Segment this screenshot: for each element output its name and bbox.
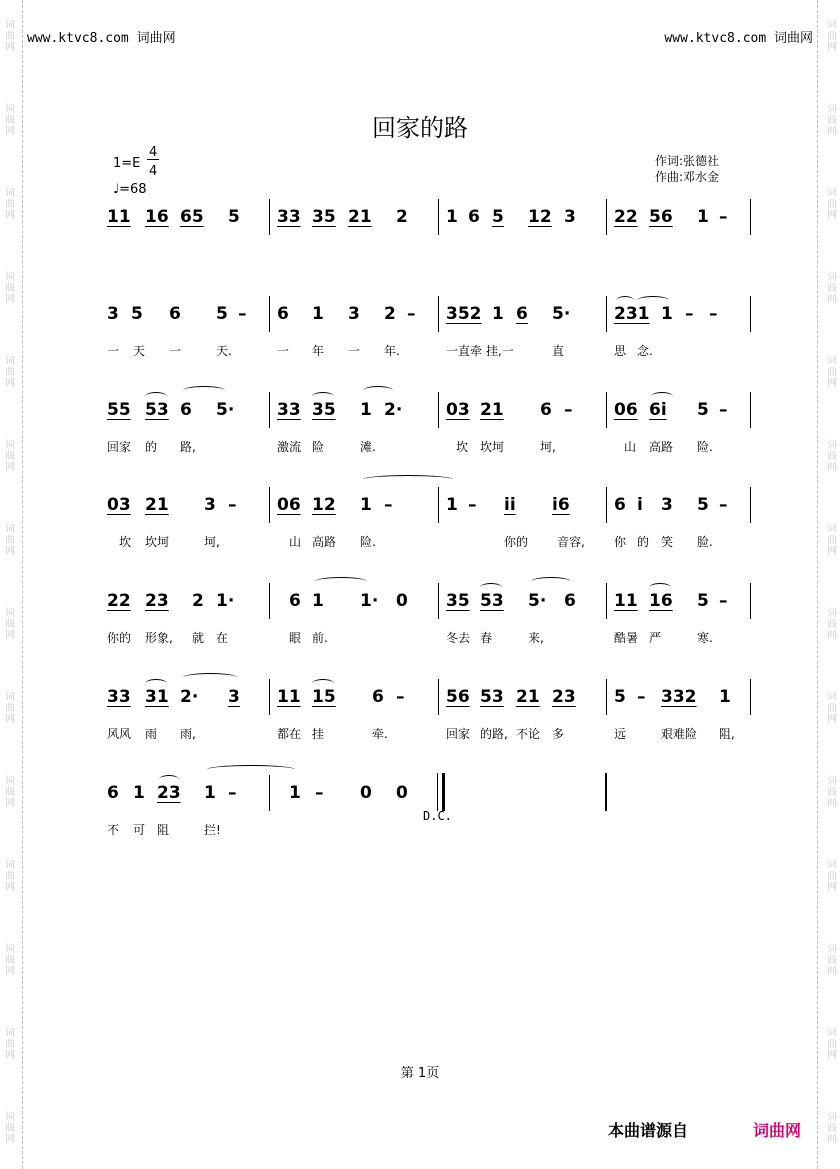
- note: i6: [552, 495, 570, 515]
- lyric: 不论: [516, 727, 541, 741]
- key-signature: 1=E: [113, 156, 141, 171]
- note: 1: [360, 400, 372, 420]
- lyric: 坎: [456, 440, 469, 454]
- note: 5: [228, 207, 240, 227]
- watermark-text: 词 曲 网: [827, 272, 837, 305]
- watermark-text: 词 曲 网: [5, 188, 15, 221]
- lyric: 念.: [637, 344, 653, 358]
- lyric: 险: [312, 440, 325, 454]
- note: 5·: [528, 591, 547, 611]
- note: –: [719, 495, 728, 515]
- note: 5: [492, 207, 504, 227]
- watermark-text: 词 曲 网: [827, 356, 837, 389]
- lyric: 滩.: [360, 440, 376, 454]
- note: 2·: [180, 687, 199, 707]
- barline: [750, 199, 751, 235]
- slur: [363, 386, 393, 395]
- lyric: 前.: [312, 631, 328, 645]
- barline: [269, 775, 270, 811]
- note: 33: [277, 400, 301, 420]
- lyric: 思: [614, 344, 627, 358]
- note: 5: [131, 304, 143, 324]
- barline: [750, 296, 751, 332]
- lyric: 严: [649, 631, 662, 645]
- note: 11: [107, 207, 131, 227]
- note: 21: [516, 687, 540, 707]
- lyricist-credit: 作词:张德社: [655, 154, 720, 168]
- slur: [145, 679, 167, 688]
- note: 5: [697, 400, 709, 420]
- lyric: 多: [552, 727, 565, 741]
- note: 1: [697, 207, 709, 227]
- lyric: 年.: [384, 344, 400, 358]
- note: 53: [480, 591, 504, 611]
- lyric: 牵.: [372, 727, 388, 741]
- barline: [269, 199, 270, 235]
- lyric: 形象,: [145, 631, 173, 645]
- lyric: 天.: [216, 344, 232, 358]
- lyric: 高路: [312, 535, 337, 549]
- note: –: [709, 304, 718, 324]
- header-site-left[interactable]: www.ktvc8.com 词曲网: [27, 31, 176, 46]
- barline: [750, 583, 751, 619]
- left-margin-strip: [0, 0, 23, 1169]
- note: 35: [446, 591, 470, 611]
- lyric: 山: [289, 535, 302, 549]
- note: –: [719, 400, 728, 420]
- lyric: 坷,: [204, 535, 220, 549]
- note: 35: [312, 400, 336, 420]
- barline: [438, 583, 439, 619]
- watermark-text: 词 曲 网: [827, 776, 837, 809]
- composer-credit: 作曲:邓水金: [655, 170, 720, 184]
- note: 0: [396, 783, 408, 803]
- note: 21: [348, 207, 372, 227]
- lyric: 坷,: [540, 440, 556, 454]
- barline: [269, 679, 270, 715]
- da-capo-mark: D.C.: [423, 809, 452, 823]
- note: 6: [614, 495, 626, 515]
- note: 5: [216, 304, 228, 324]
- note: 6: [107, 783, 119, 803]
- lyric: 激流: [277, 440, 302, 454]
- note: 21: [145, 495, 169, 515]
- slur: [616, 296, 634, 305]
- note: 55: [107, 400, 131, 420]
- lyric: 艰难险: [661, 727, 698, 741]
- note: 5·: [216, 400, 235, 420]
- note: 3: [564, 207, 576, 227]
- lyric: 一: [169, 344, 182, 358]
- note: 56: [649, 207, 673, 227]
- lyric: 险.: [360, 535, 376, 549]
- note: –: [384, 495, 393, 515]
- time-signature-line: [147, 159, 159, 160]
- barline: [269, 583, 270, 619]
- lyric: 一直牵: [446, 344, 483, 358]
- lyric: 阻,: [719, 727, 735, 741]
- lyric: 路,: [180, 440, 196, 454]
- lyric: 的路,: [480, 727, 508, 741]
- note: 21: [480, 400, 504, 420]
- note: 11: [277, 687, 301, 707]
- note: –: [637, 687, 646, 707]
- note: 332: [661, 687, 697, 707]
- right-margin-strip: [817, 0, 840, 1169]
- lyric: 酷暑: [614, 631, 639, 645]
- lyric: 拦!: [204, 823, 221, 837]
- tempo-marking: ♩=68: [113, 182, 147, 197]
- barline: [269, 392, 270, 428]
- barline: [269, 487, 270, 523]
- watermark-text: 词 曲 网: [827, 1028, 837, 1061]
- note: 6: [468, 207, 480, 227]
- note: 12: [528, 207, 552, 227]
- note: 2: [396, 207, 408, 227]
- lyric: 可: [133, 823, 146, 837]
- page-number: 第 1页: [400, 1066, 440, 1081]
- note: 2·: [384, 400, 403, 420]
- lyric: 直: [552, 344, 565, 358]
- note: 5: [697, 495, 709, 515]
- lyric: 回家: [446, 727, 471, 741]
- note: 23: [552, 687, 576, 707]
- note: 1·: [216, 591, 235, 611]
- note: 3: [228, 687, 240, 707]
- note: i: [637, 495, 643, 515]
- note: 3: [348, 304, 360, 324]
- watermark-text: 词 曲 网: [827, 944, 837, 977]
- slur: [312, 679, 334, 688]
- watermark-text: 词 曲 网: [5, 524, 15, 557]
- lyric: 挂: [312, 727, 325, 741]
- note: 06: [277, 495, 301, 515]
- lyric: 天: [133, 344, 146, 358]
- note: 1: [289, 783, 301, 803]
- note: 15: [312, 687, 336, 707]
- lyric: 阻: [157, 823, 170, 837]
- lyric: 风风: [107, 727, 132, 741]
- lyric: 的: [145, 440, 158, 454]
- watermark-text: 词 曲 网: [827, 104, 837, 137]
- note: –: [719, 591, 728, 611]
- watermark-text: 词 曲 网: [5, 20, 15, 53]
- note: –: [719, 207, 728, 227]
- barline: [606, 583, 607, 619]
- watermark-text: 词 曲 网: [827, 440, 837, 473]
- note: 11: [614, 591, 638, 611]
- lyric: 寒.: [697, 631, 713, 645]
- lyric: 都在: [277, 727, 302, 741]
- watermark-text: 词 曲 网: [827, 860, 837, 893]
- watermark-text: 词 曲 网: [5, 356, 15, 389]
- note: –: [396, 687, 405, 707]
- note: 12: [312, 495, 336, 515]
- lyric: 脸.: [697, 535, 713, 549]
- barline: [750, 679, 751, 715]
- note: 06: [614, 400, 638, 420]
- note: 53: [145, 400, 169, 420]
- lyric: 坎坷: [480, 440, 505, 454]
- watermark-text: 词 曲 网: [5, 272, 15, 305]
- lyric: 山: [624, 440, 637, 454]
- watermark-text: 词 曲 网: [5, 440, 15, 473]
- note: 6: [372, 687, 384, 707]
- note: 22: [614, 207, 638, 227]
- slur: [183, 673, 237, 682]
- note: 1: [133, 783, 145, 803]
- watermark-text: 词 曲 网: [827, 524, 837, 557]
- note: 1: [446, 495, 458, 515]
- barline: [750, 392, 751, 428]
- watermark-text: 词 曲 网: [827, 608, 837, 641]
- note: –: [228, 783, 237, 803]
- source-label: 本曲谱源自: [608, 1121, 689, 1140]
- note: 35: [312, 207, 336, 227]
- note: 65: [180, 207, 204, 227]
- lyric: 远: [614, 727, 627, 741]
- note: –: [407, 304, 416, 324]
- note: 33: [277, 207, 301, 227]
- note: 03: [107, 495, 131, 515]
- note: 6: [540, 400, 552, 420]
- watermark-text: 词 曲 网: [5, 1112, 15, 1145]
- note: 03: [446, 400, 470, 420]
- barline: [438, 296, 439, 332]
- watermark-text: 词 曲 网: [5, 944, 15, 977]
- lyric: 险.: [697, 440, 713, 454]
- lyric: 的: [637, 535, 650, 549]
- slur: [651, 392, 673, 401]
- lyric: 你的: [504, 535, 529, 549]
- slur: [315, 577, 367, 586]
- note: 56: [446, 687, 470, 707]
- note: 6: [169, 304, 181, 324]
- watermark-text: 词 曲 网: [5, 860, 15, 893]
- note: 5·: [552, 304, 571, 324]
- barline: [606, 392, 607, 428]
- lyric: 不: [107, 823, 120, 837]
- note: 2: [384, 304, 396, 324]
- note: 231: [614, 304, 650, 324]
- slur: [183, 386, 225, 395]
- barline: [606, 199, 607, 235]
- note: –: [228, 495, 237, 515]
- note: 1: [661, 304, 673, 324]
- lyric: 坎: [119, 535, 132, 549]
- time-signature-top: 4: [149, 145, 158, 160]
- watermark-text: 词 曲 网: [5, 104, 15, 137]
- slur: [159, 775, 179, 784]
- note: 3: [661, 495, 673, 515]
- lyric: 笑: [661, 535, 674, 549]
- note: 33: [107, 687, 131, 707]
- note: 6: [516, 304, 528, 324]
- note: 6: [564, 591, 576, 611]
- watermark-text: 词 曲 网: [827, 1112, 837, 1145]
- lyric: 在: [216, 631, 229, 645]
- source-site-link[interactable]: 词曲网: [753, 1121, 802, 1140]
- note: 23: [145, 591, 169, 611]
- note: 1: [312, 304, 324, 324]
- lyric: 春: [480, 631, 493, 645]
- lyric: 坎坷: [145, 535, 170, 549]
- slur: [312, 392, 334, 401]
- barline: [438, 487, 439, 523]
- barline: [438, 199, 439, 235]
- note: 23: [157, 783, 181, 803]
- note: 6: [289, 591, 301, 611]
- watermark-text: 词 曲 网: [827, 188, 837, 221]
- barline: [750, 487, 751, 523]
- barline: [438, 679, 439, 715]
- note: 5: [697, 591, 709, 611]
- lyric: 来,: [528, 631, 544, 645]
- time-signature-bottom: 4: [149, 164, 158, 179]
- header-site-right[interactable]: www.ktvc8.com 词曲网: [664, 31, 813, 46]
- lyric: 你: [614, 535, 627, 549]
- watermark-text: 词 曲 网: [5, 608, 15, 641]
- note: 5: [614, 687, 626, 707]
- slur: [531, 577, 571, 586]
- lyric: 音容,: [557, 535, 585, 549]
- watermark-text: 词 曲 网: [5, 1028, 15, 1061]
- slur: [649, 583, 671, 592]
- barline: [606, 487, 607, 523]
- note: 6: [277, 304, 289, 324]
- lyric: 年: [312, 344, 325, 358]
- tie: [207, 765, 295, 774]
- lyric: 冬去: [446, 631, 471, 645]
- note: –: [238, 304, 247, 324]
- barline: [438, 392, 439, 428]
- note: –: [315, 783, 324, 803]
- watermark-text: 词 曲 网: [5, 776, 15, 809]
- barline: [606, 296, 607, 332]
- note: 2: [192, 591, 204, 611]
- note: 1: [312, 591, 324, 611]
- lyric: 你的: [107, 631, 132, 645]
- note: 31: [145, 687, 169, 707]
- lyric: 眼: [289, 631, 302, 645]
- note: 1: [492, 304, 504, 324]
- lyric: 雨,: [180, 727, 196, 741]
- lyric: 挂,一: [486, 344, 514, 358]
- double-barline: [437, 773, 445, 811]
- note: –: [468, 495, 477, 515]
- lyric: 一: [348, 344, 361, 358]
- note: 352: [446, 304, 482, 324]
- note: –: [564, 400, 573, 420]
- note: 1: [360, 495, 372, 515]
- note: 1: [446, 207, 458, 227]
- note: 16: [145, 207, 169, 227]
- slur: [480, 583, 502, 592]
- lyric: 就: [192, 631, 205, 645]
- lyric: 一: [107, 344, 120, 358]
- song-title: 回家的路: [372, 114, 468, 142]
- watermark-text: 词 曲 网: [827, 692, 837, 725]
- note: 3: [204, 495, 216, 515]
- note: 53: [480, 687, 504, 707]
- note: 1: [719, 687, 731, 707]
- watermark-text: 词 曲 网: [827, 20, 837, 53]
- note: 6i: [649, 400, 667, 420]
- barline: [269, 296, 270, 332]
- note: 6: [180, 400, 192, 420]
- note: –: [685, 304, 694, 324]
- note: 3: [107, 304, 119, 324]
- slur: [145, 392, 167, 401]
- lyric: 雨: [145, 727, 158, 741]
- note: 1: [204, 783, 216, 803]
- barline: [606, 679, 607, 715]
- note: 22: [107, 591, 131, 611]
- end-barline: [605, 773, 607, 811]
- note: 1·: [360, 591, 379, 611]
- slur: [637, 296, 669, 305]
- watermark-text: 词 曲 网: [5, 692, 15, 725]
- note: 16: [649, 591, 673, 611]
- lyric: 回家: [107, 440, 132, 454]
- tie: [363, 475, 453, 484]
- lyric: 高路: [649, 440, 674, 454]
- note: ii: [504, 495, 516, 515]
- lyric: 一: [277, 344, 290, 358]
- note: 0: [360, 783, 372, 803]
- note: 0: [396, 591, 408, 611]
